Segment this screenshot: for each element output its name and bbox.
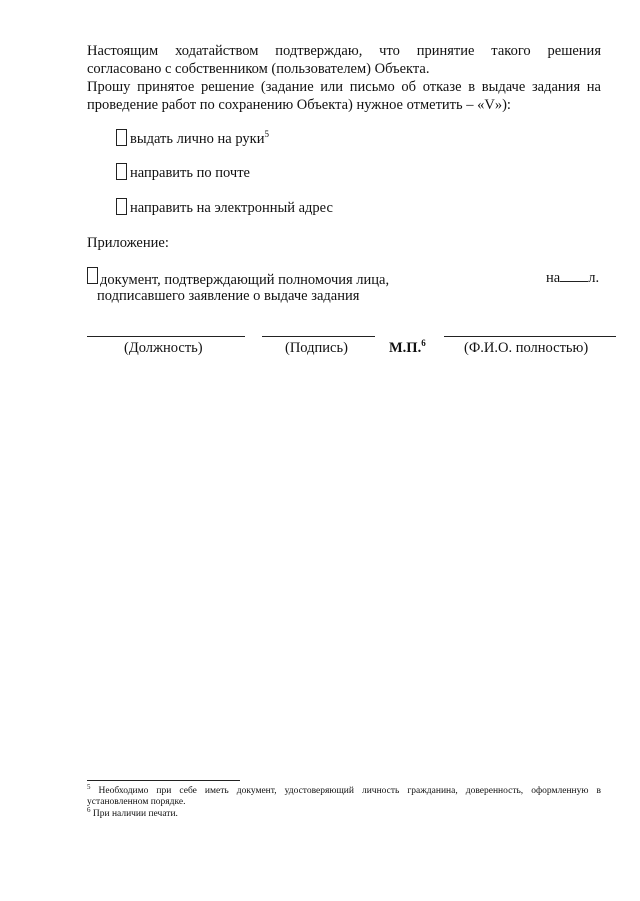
footnote-5: $^5$ Необходимо при себе иметь документ, удостоверяющий личность гражданина, доверенность, оформленную в установленном порядке.	[87, 782, 601, 807]
appendix-item[interactable]	[87, 268, 389, 289]
option-label: направить на электронный адрес	[130, 200, 333, 216]
signature-line[interactable]	[262, 336, 375, 337]
option-mail[interactable]	[116, 164, 250, 182]
paragraph-line: Настоящим ходатайством подтверждаю, что принятие такого решения	[87, 43, 601, 59]
option-hand-delivery[interactable]	[116, 130, 269, 148]
confirmation-paragraph	[87, 42, 601, 78]
full-name-caption: (Ф.И.О. полностью)	[464, 340, 589, 356]
page-count: на л.	[546, 270, 600, 286]
paragraph-line: проведение работ по сохранению Объекта) нужное отметить – «V»):	[87, 97, 511, 113]
appendix-item-text: документ, подтверждающий полномочия лица,	[100, 272, 390, 288]
paragraph-line: Прошу принятое решение (задание или письмо об отказе в выдаче задания на	[87, 79, 601, 95]
hand-delivery-checkbox[interactable]	[116, 129, 127, 146]
appendix-item-text-cont: подписавшего заявление о выдаче задания	[97, 288, 360, 304]
position-line[interactable]	[87, 336, 245, 337]
paragraph-line: согласовано с собственником (пользователем) Объекта.	[87, 61, 430, 77]
option-label: выдать лично на руки$^5$	[130, 129, 269, 147]
email-checkbox[interactable]	[116, 198, 127, 215]
option-email[interactable]	[116, 199, 333, 217]
footnote-mark: 5	[87, 782, 91, 791]
page-count-field[interactable]	[560, 268, 588, 282]
footnote-ref: 6	[421, 338, 426, 349]
stamp-caption: М.П.$^6$	[389, 338, 426, 356]
appendix-heading: Приложение:	[87, 235, 169, 251]
position-caption: (Должность)	[124, 340, 203, 356]
signature-caption: (Подпись)	[285, 340, 348, 356]
footnote-separator	[87, 780, 240, 781]
mail-checkbox[interactable]	[116, 163, 127, 180]
full-name-line[interactable]	[444, 336, 616, 337]
footnote-6: $^6$ При наличии печати.	[87, 805, 178, 819]
footnote-mark: 6	[87, 805, 91, 814]
appendix-checkbox[interactable]	[87, 267, 98, 284]
option-label: направить по почте	[130, 165, 250, 181]
request-paragraph	[87, 78, 601, 114]
footnote-ref: 5	[264, 129, 269, 140]
